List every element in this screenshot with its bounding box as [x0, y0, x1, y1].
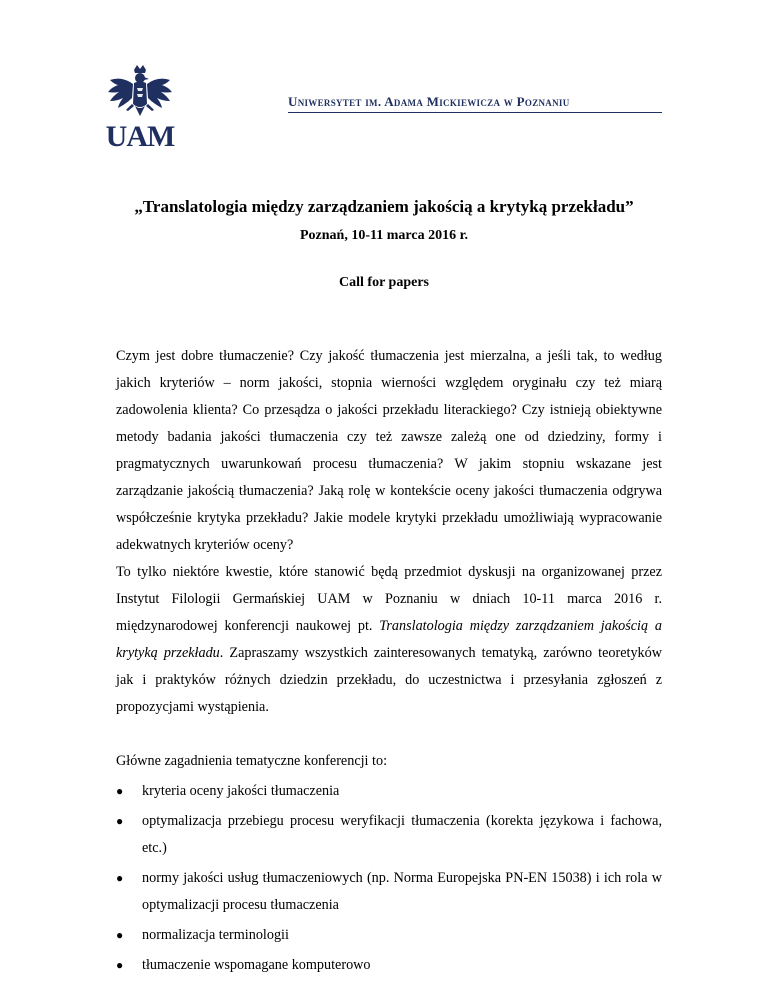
bullet-icon: ● [116, 871, 124, 885]
invitation-text-start: To tylko niektóre kwestie, które stanowić będą przedmiot dyskusji na organizowanej przez Instytut Filologii Germańskiej UAM w Poznaniu w dniach 10-11 marca 2016 r. międzynarodowej konferencji naukowej pt. [116, 564, 662, 634]
list-item: ● kryteria oceny jakości tłumaczenia [116, 778, 662, 805]
bullet-icon: ● [116, 784, 124, 798]
invitation-text-end: . Zapraszamy wszystkich zainteresowanych tematyką, zarówno teoretyków jak i praktyków różnych dziedzin przekładu, do uczestnictwa i przesyłania zgłoszeń z propozycjami wystąpienia. [116, 645, 662, 715]
conference-title-italic: Translatologia między zarządzaniem jakością a krytyką przekładu [116, 618, 662, 661]
topics-list [116, 778, 662, 979]
logo-text: UAM [105, 120, 175, 153]
bullet-icon: ● [116, 928, 124, 942]
conference-title: „Translatologia między zarządzaniem jakością a krytyką przekładu” [134, 197, 634, 216]
bullet-icon: ● [116, 958, 124, 972]
list-item: ● optymalizacja przebiegu procesu weryfikacji tłumaczenia (korekta językowa i fachowa, etc.) [116, 808, 662, 862]
bullet-icon: ● [116, 814, 124, 828]
intro-paragraph: Czym jest dobre tłumaczenie? Czy jakość tłumaczenia jest mierzalna, a jeśli tak, to według jakich kryteriów – norm jakości, stopnia wierności względem oryginału czy też miarą zadowolenia klienta? Co przesądza o jakości przekładu literackiego? Czy istnieją obiektywne metody badania jakości tłumaczenia czy też zawsze zależą one od dziedziny, formy i pragmatycznych uwarunkowań procesu tłumaczenia? W jakim stopniu wskazane jest zarządzanie jakością tłumaczenia? Jaką rolę w kontekście oceny jakości tłumaczenia odgrywa współcześnie krytyka przekładu? Jakie modele krytyki przekładu umożliwiają wypracowanie adekwatnych kryteriów oceny? [116, 348, 662, 553]
document-body [116, 343, 662, 982]
topics-intro: Główne zagadnienia tematyczne konferencji to: [116, 753, 388, 769]
uam-logo [104, 64, 176, 156]
university-name: Uniwersytet im. Adama Mickiewicza w Poznaniu [288, 94, 662, 113]
invitation-paragraph [116, 559, 662, 721]
call-for-papers-heading: Call for papers [339, 275, 429, 290]
list-item: ● normalizacja terminologii [116, 922, 662, 949]
conference-date: Poznań, 10-11 marca 2016 r. [300, 228, 468, 243]
list-item: ● normy jakości usług tłumaczeniowych (np. Norma Europejska PN-EN 15038) i ich rola w optymalizacji procesu tłumaczenia [116, 865, 662, 919]
paragraph-spacer [116, 721, 662, 748]
list-item: ● tłumaczenie wspomagane komputerowo [116, 952, 662, 979]
